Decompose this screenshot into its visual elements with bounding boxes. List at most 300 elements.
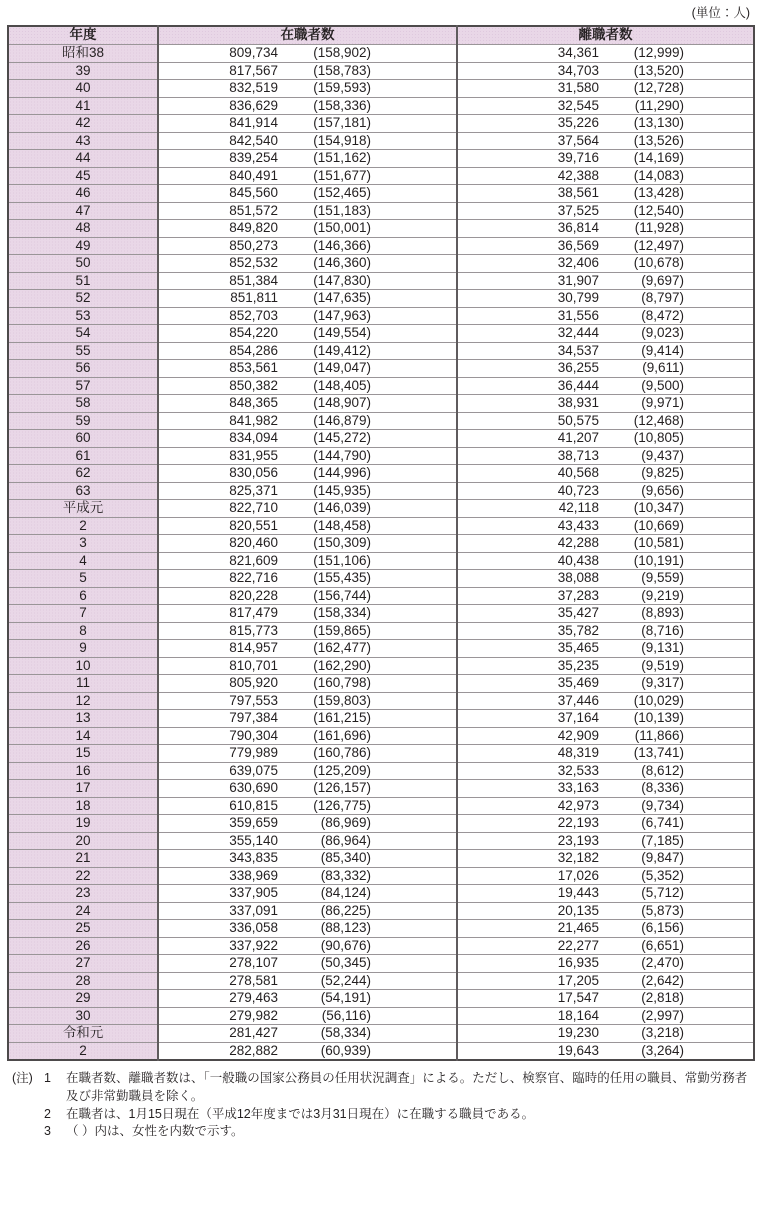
table-row xyxy=(8,412,754,430)
incumbents-total: 852,532 xyxy=(229,255,278,270)
leavers-cell xyxy=(457,675,754,693)
leavers-female: (12,999) xyxy=(633,45,684,60)
table-row xyxy=(8,622,754,640)
leavers-cell xyxy=(457,727,754,745)
year-cell: 21 xyxy=(8,850,158,868)
incumbents-cell xyxy=(158,430,457,448)
leavers-female: (9,734) xyxy=(641,797,684,813)
leavers-total: 35,226 xyxy=(557,115,599,130)
note-item xyxy=(44,1106,753,1124)
leavers-female: (11,290) xyxy=(634,97,684,113)
year-cell: 24 xyxy=(8,902,158,920)
table-row xyxy=(8,220,754,238)
incumbents-total: 639,075 xyxy=(229,762,278,778)
leavers-female: (10,581) xyxy=(633,535,684,550)
incumbents-total: 821,609 xyxy=(229,552,278,568)
leavers-female: (8,716) xyxy=(641,622,684,638)
year-cell: 45 xyxy=(8,167,158,185)
year-cell: 2 xyxy=(8,517,158,535)
incumbents-total: 817,567 xyxy=(229,62,278,78)
leavers-female: (10,191) xyxy=(633,552,684,568)
leavers-female: (6,156) xyxy=(641,920,684,935)
leavers-female: (10,678) xyxy=(633,255,684,270)
incumbents-total: 820,228 xyxy=(229,587,278,603)
table-row xyxy=(8,762,754,780)
incumbents-total: 810,701 xyxy=(229,657,278,673)
year-cell: 平成元 xyxy=(8,500,158,518)
leavers-female: (10,029) xyxy=(633,692,684,708)
table-row xyxy=(8,937,754,955)
table-row xyxy=(8,640,754,658)
table-row xyxy=(8,80,754,98)
table-row xyxy=(8,1007,754,1025)
leavers-female: (12,540) xyxy=(633,202,684,218)
table-row xyxy=(8,832,754,850)
incumbents-total: 850,273 xyxy=(229,237,278,253)
leavers-female: (11,866) xyxy=(634,727,684,743)
incumbents-cell xyxy=(158,97,457,115)
incumbents-cell xyxy=(158,45,457,63)
table-row xyxy=(8,902,754,920)
incumbents-female: (151,162) xyxy=(313,150,371,165)
incumbents-female: (155,435) xyxy=(313,570,371,585)
leavers-cell xyxy=(457,955,754,973)
year-cell: 63 xyxy=(8,482,158,500)
table-row xyxy=(8,972,754,990)
leavers-female: (8,472) xyxy=(641,307,684,323)
leavers-female: (2,470) xyxy=(641,955,684,970)
table-row xyxy=(8,185,754,203)
leavers-female: (13,520) xyxy=(633,62,684,78)
incumbents-cell xyxy=(158,780,457,798)
incumbents-cell xyxy=(158,482,457,500)
leavers-total: 22,277 xyxy=(557,937,599,953)
year-cell: 3 xyxy=(8,535,158,553)
incumbents-cell xyxy=(158,325,457,343)
note-number: 1 xyxy=(44,1071,51,1085)
table-row xyxy=(8,465,754,483)
leavers-total: 32,406 xyxy=(557,255,599,270)
incumbents-female: (148,405) xyxy=(313,377,371,393)
leavers-cell xyxy=(457,1042,754,1060)
leavers-total: 21,465 xyxy=(557,920,599,935)
year-cell: 27 xyxy=(8,955,158,973)
incumbents-cell xyxy=(158,377,457,395)
incumbents-female: (151,183) xyxy=(313,202,371,218)
leavers-total: 20,135 xyxy=(557,902,599,918)
year-cell: 46 xyxy=(8,185,158,203)
leavers-total: 36,444 xyxy=(557,377,599,393)
leavers-female: (9,500) xyxy=(641,377,684,393)
year-cell: 昭和38 xyxy=(8,45,158,63)
incumbents-cell xyxy=(158,640,457,658)
leavers-total: 43,433 xyxy=(557,517,599,533)
year-cell: 25 xyxy=(8,920,158,938)
table-row xyxy=(8,780,754,798)
year-cell: 54 xyxy=(8,325,158,343)
leavers-total: 22,193 xyxy=(557,815,599,830)
incumbents-total: 282,882 xyxy=(229,1042,278,1058)
leavers-female: (9,131) xyxy=(641,640,684,655)
leavers-cell xyxy=(457,202,754,220)
leavers-cell xyxy=(457,325,754,343)
incumbents-female: (88,123) xyxy=(320,920,371,935)
leavers-cell xyxy=(457,45,754,63)
leavers-cell xyxy=(457,920,754,938)
incumbents-total: 359,659 xyxy=(229,815,278,830)
year-cell: 41 xyxy=(8,97,158,115)
year-cell: 55 xyxy=(8,342,158,360)
column-header-leavers: 離職者数 xyxy=(457,26,754,45)
leavers-female: (9,317) xyxy=(641,675,684,690)
incumbents-female: (157,181) xyxy=(313,115,371,130)
table-row xyxy=(8,517,754,535)
year-cell: 59 xyxy=(8,412,158,430)
year-cell: 52 xyxy=(8,290,158,308)
incumbents-total: 338,969 xyxy=(229,867,278,883)
table-row xyxy=(8,850,754,868)
incumbents-total: 841,914 xyxy=(229,115,278,130)
leavers-female: (2,997) xyxy=(641,1007,684,1023)
incumbents-female: (158,336) xyxy=(313,97,371,113)
year-cell: 62 xyxy=(8,465,158,483)
incumbents-female: (151,677) xyxy=(313,167,371,183)
leavers-total: 42,909 xyxy=(557,727,599,743)
leavers-total: 42,118 xyxy=(558,500,599,515)
leavers-female: (14,169) xyxy=(633,150,684,165)
leavers-cell xyxy=(457,902,754,920)
leavers-female: (3,218) xyxy=(641,1025,684,1040)
year-cell: 10 xyxy=(8,657,158,675)
leavers-cell xyxy=(457,552,754,570)
leavers-total: 42,288 xyxy=(557,535,599,550)
table-row xyxy=(8,745,754,763)
table-row xyxy=(8,395,754,413)
incumbents-female: (56,116) xyxy=(321,1007,371,1023)
incumbents-female: (159,593) xyxy=(313,80,371,95)
leavers-cell xyxy=(457,290,754,308)
table-row xyxy=(8,605,754,623)
leavers-total: 31,907 xyxy=(557,272,599,288)
incumbents-total: 797,384 xyxy=(229,710,278,725)
leavers-female: (9,656) xyxy=(641,482,684,498)
leavers-total: 40,568 xyxy=(557,465,599,480)
table-row xyxy=(8,272,754,290)
incumbents-total: 850,382 xyxy=(229,377,278,393)
leavers-cell xyxy=(457,797,754,815)
year-cell: 26 xyxy=(8,937,158,955)
year-cell: 48 xyxy=(8,220,158,238)
incumbents-female: (145,272) xyxy=(313,430,371,445)
leavers-total: 18,164 xyxy=(557,1007,599,1023)
note-number: 2 xyxy=(44,1106,51,1121)
table-row xyxy=(8,552,754,570)
leavers-cell xyxy=(457,220,754,238)
incumbents-total: 814,957 xyxy=(229,640,278,655)
incumbents-total: 851,384 xyxy=(229,272,278,288)
incumbents-total: 825,371 xyxy=(229,482,278,498)
year-cell: 40 xyxy=(8,80,158,98)
incumbents-total: 822,716 xyxy=(229,570,278,585)
table-row xyxy=(8,150,754,168)
year-cell: 2 xyxy=(8,1042,158,1060)
leavers-cell xyxy=(457,360,754,378)
incumbents-female: (90,676) xyxy=(320,937,371,953)
year-cell: 51 xyxy=(8,272,158,290)
incumbents-female: (50,345) xyxy=(320,955,371,970)
year-cell: 14 xyxy=(8,727,158,745)
incumbents-cell xyxy=(158,587,457,605)
year-cell: 8 xyxy=(8,622,158,640)
incumbents-total: 849,820 xyxy=(229,220,278,235)
leavers-female: (9,519) xyxy=(641,657,684,673)
leavers-female: (9,414) xyxy=(641,342,684,358)
incumbents-total: 840,491 xyxy=(229,167,278,183)
incumbents-female: (154,918) xyxy=(313,132,371,148)
table-row xyxy=(8,657,754,675)
incumbents-total: 831,955 xyxy=(229,447,278,463)
employment-status-table xyxy=(7,25,755,1061)
leavers-female: (9,825) xyxy=(641,465,684,480)
incumbents-female: (52,244) xyxy=(320,972,371,988)
year-cell: 30 xyxy=(8,1007,158,1025)
leavers-cell xyxy=(457,972,754,990)
incumbents-female: (144,790) xyxy=(313,447,371,463)
incumbents-total: 337,905 xyxy=(229,885,278,900)
leavers-female: (13,130) xyxy=(633,115,684,130)
incumbents-female: (126,157) xyxy=(313,780,371,795)
incumbents-total: 805,920 xyxy=(229,675,278,690)
incumbents-female: (84,124) xyxy=(320,885,371,900)
leavers-cell xyxy=(457,622,754,640)
incumbents-cell xyxy=(158,675,457,693)
leavers-total: 19,643 xyxy=(557,1042,599,1058)
incumbents-cell xyxy=(158,815,457,833)
incumbents-total: 820,551 xyxy=(229,517,278,533)
incumbents-cell xyxy=(158,832,457,850)
incumbents-total: 815,773 xyxy=(229,622,278,638)
table-row xyxy=(8,62,754,80)
incumbents-cell xyxy=(158,80,457,98)
incumbents-cell xyxy=(158,727,457,745)
year-cell: 17 xyxy=(8,780,158,798)
leavers-cell xyxy=(457,237,754,255)
leavers-total: 36,814 xyxy=(557,220,599,235)
incumbents-cell xyxy=(158,1007,457,1025)
year-cell: 5 xyxy=(8,570,158,588)
leavers-total: 41,207 xyxy=(557,430,599,445)
leavers-female: (5,352) xyxy=(641,867,684,883)
year-cell: 60 xyxy=(8,430,158,448)
table-row xyxy=(8,990,754,1008)
year-cell: 6 xyxy=(8,587,158,605)
leavers-cell xyxy=(457,587,754,605)
notes-list xyxy=(44,1070,753,1141)
leavers-cell xyxy=(457,535,754,553)
incumbents-cell xyxy=(158,867,457,885)
table-row xyxy=(8,955,754,973)
incumbents-total: 845,560 xyxy=(229,185,278,200)
year-cell: 44 xyxy=(8,150,158,168)
leavers-total: 34,703 xyxy=(557,62,599,78)
leavers-cell xyxy=(457,185,754,203)
incumbents-female: (147,635) xyxy=(313,290,371,305)
incumbents-cell xyxy=(158,342,457,360)
leavers-cell xyxy=(457,395,754,413)
incumbents-female: (86,964) xyxy=(320,832,371,848)
table-row xyxy=(8,587,754,605)
incumbents-cell xyxy=(158,290,457,308)
leavers-cell xyxy=(457,1025,754,1043)
year-cell: 9 xyxy=(8,640,158,658)
incumbents-cell xyxy=(158,517,457,535)
leavers-female: (10,347) xyxy=(633,500,684,515)
incumbents-total: 336,058 xyxy=(229,920,278,935)
table-row xyxy=(8,1025,754,1043)
incumbents-female: (85,340) xyxy=(320,850,371,865)
incumbents-female: (158,902) xyxy=(313,45,371,60)
leavers-female: (6,651) xyxy=(641,937,684,953)
incumbents-female: (149,554) xyxy=(313,325,371,340)
leavers-female: (8,893) xyxy=(641,605,684,620)
incumbents-total: 337,091 xyxy=(229,902,278,918)
incumbents-cell xyxy=(158,552,457,570)
leavers-cell xyxy=(457,377,754,395)
leavers-cell xyxy=(457,482,754,500)
leavers-total: 17,026 xyxy=(557,867,599,883)
leavers-female: (7,185) xyxy=(641,832,684,848)
year-cell: 16 xyxy=(8,762,158,780)
table-row xyxy=(8,815,754,833)
leavers-female: (9,611) xyxy=(642,360,684,375)
incumbents-cell xyxy=(158,395,457,413)
leavers-total: 31,556 xyxy=(557,307,599,323)
table-row xyxy=(8,482,754,500)
table-row xyxy=(8,920,754,938)
incumbents-total: 797,553 xyxy=(229,692,278,708)
incumbents-cell xyxy=(158,202,457,220)
leavers-total: 17,547 xyxy=(557,990,599,1005)
note-text: （ ）内は、女性を内数で示す。 xyxy=(66,1124,244,1139)
incumbents-cell xyxy=(158,570,457,588)
leavers-cell xyxy=(457,342,754,360)
leavers-cell xyxy=(457,990,754,1008)
leavers-cell xyxy=(457,430,754,448)
year-cell: 22 xyxy=(8,867,158,885)
leavers-female: (2,818) xyxy=(641,990,684,1005)
incumbents-female: (83,332) xyxy=(320,867,371,883)
leavers-total: 40,438 xyxy=(557,552,599,568)
leavers-total: 39,716 xyxy=(557,150,599,165)
year-cell: 61 xyxy=(8,447,158,465)
incumbents-cell xyxy=(158,990,457,1008)
incumbents-total: 337,922 xyxy=(229,937,278,953)
leavers-cell xyxy=(457,62,754,80)
leavers-cell xyxy=(457,867,754,885)
leavers-cell xyxy=(457,850,754,868)
incumbents-total: 832,519 xyxy=(229,80,278,95)
notes-label: (注) xyxy=(12,1071,33,1085)
incumbents-cell xyxy=(158,255,457,273)
leavers-total: 16,935 xyxy=(557,955,599,970)
leavers-cell xyxy=(457,500,754,518)
leavers-cell xyxy=(457,150,754,168)
leavers-female: (9,219) xyxy=(641,587,684,603)
incumbents-cell xyxy=(158,465,457,483)
incumbents-total: 279,463 xyxy=(229,990,278,1005)
note-text: 在職者数、離職者数は、「一般職の国家公務員の任用状況調査」による。ただし、検察官、臨時的任用の職員、常勤労務者及び非常勤職員を除く。 xyxy=(66,1071,748,1103)
note-item xyxy=(44,1070,753,1106)
incumbents-cell xyxy=(158,850,457,868)
incumbents-female: (156,744) xyxy=(313,587,371,603)
table-row xyxy=(8,167,754,185)
leavers-cell xyxy=(457,710,754,728)
incumbents-female: (146,366) xyxy=(313,237,371,253)
table-row xyxy=(8,97,754,115)
incumbents-total: 841,982 xyxy=(229,412,278,428)
year-cell: 7 xyxy=(8,605,158,623)
leavers-total: 17,205 xyxy=(557,972,599,988)
incumbents-total: 851,572 xyxy=(229,202,278,218)
leavers-cell xyxy=(457,780,754,798)
leavers-total: 19,443 xyxy=(557,885,599,900)
leavers-total: 35,782 xyxy=(557,622,599,638)
incumbents-cell xyxy=(158,115,457,133)
leavers-total: 32,545 xyxy=(557,97,599,113)
column-header-year: 年度 xyxy=(8,26,158,45)
incumbents-cell xyxy=(158,220,457,238)
incumbents-total: 820,460 xyxy=(229,535,278,550)
year-cell: 42 xyxy=(8,115,158,133)
incumbents-cell xyxy=(158,622,457,640)
incumbents-female: (125,209) xyxy=(313,762,371,778)
table-row xyxy=(8,675,754,693)
incumbents-cell xyxy=(158,972,457,990)
incumbents-cell xyxy=(158,535,457,553)
incumbents-female: (144,996) xyxy=(313,465,371,480)
leavers-female: (9,697) xyxy=(641,272,684,288)
leavers-female: (13,526) xyxy=(633,132,684,148)
incumbents-cell xyxy=(158,1025,457,1043)
incumbents-total: 822,710 xyxy=(229,500,278,515)
leavers-female: (8,797) xyxy=(641,290,684,305)
leavers-cell xyxy=(457,132,754,150)
incumbents-female: (58,334) xyxy=(320,1025,371,1040)
incumbents-total: 343,835 xyxy=(229,850,278,865)
leavers-total: 33,163 xyxy=(557,780,599,795)
incumbents-total: 839,254 xyxy=(229,150,278,165)
leavers-female: (12,497) xyxy=(633,237,684,253)
table-row xyxy=(8,307,754,325)
incumbents-total: 852,703 xyxy=(229,307,278,323)
leavers-cell xyxy=(457,640,754,658)
incumbents-female: (149,047) xyxy=(313,360,371,375)
leavers-total: 38,088 xyxy=(557,570,599,585)
leavers-total: 32,182 xyxy=(557,850,599,865)
incumbents-total: 355,140 xyxy=(229,832,278,848)
leavers-cell xyxy=(457,115,754,133)
incumbents-cell xyxy=(158,955,457,973)
table-row xyxy=(8,430,754,448)
leavers-female: (2,642) xyxy=(641,972,684,988)
incumbents-cell xyxy=(158,307,457,325)
incumbents-female: (148,458) xyxy=(313,517,371,533)
incumbents-total: 779,989 xyxy=(229,745,278,760)
leavers-total: 32,533 xyxy=(557,762,599,778)
leavers-total: 35,235 xyxy=(557,657,599,673)
incumbents-cell xyxy=(158,745,457,763)
leavers-female: (9,847) xyxy=(641,850,684,865)
